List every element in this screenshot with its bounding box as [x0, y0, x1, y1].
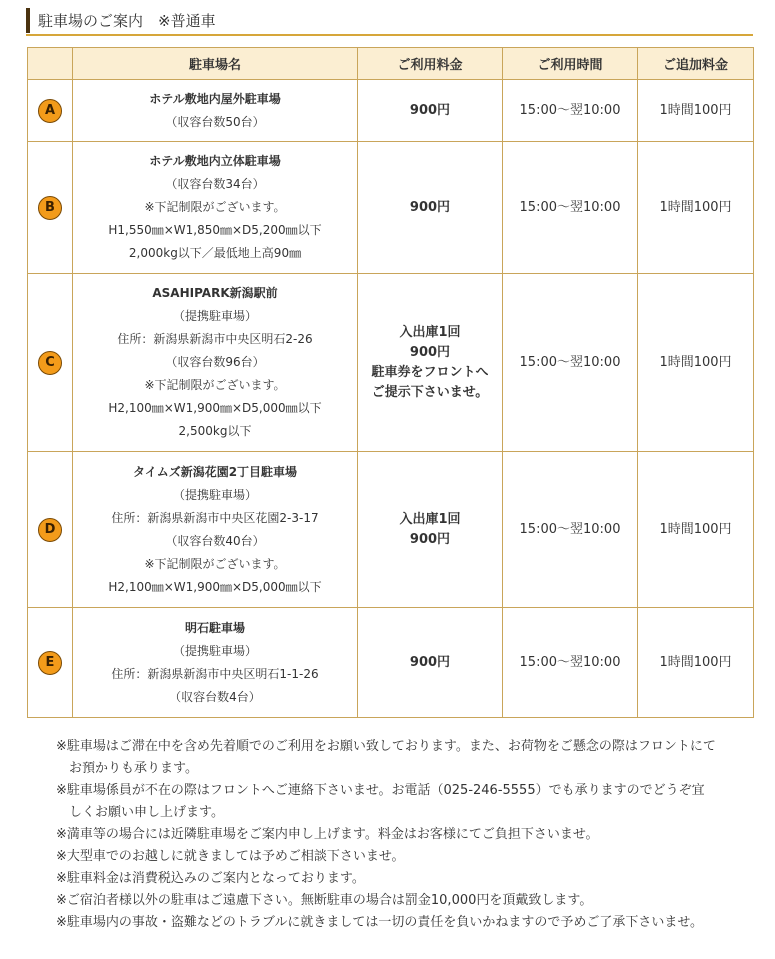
hours-cell: 15:00～翌10:00	[503, 80, 638, 142]
marker-cell	[28, 452, 73, 608]
marker-circle-icon: A	[38, 99, 62, 123]
parking-detail: 2,000kg以下／最低地上高90㎜	[128, 246, 302, 260]
parking-detail: ※下記制限がございます。	[144, 378, 286, 392]
header-marker	[28, 48, 73, 80]
parking-name-cell	[73, 142, 358, 274]
note-item: ※ご宿泊者様以外の駐車はご遠慮下さい。無断駐車の場合は罰金10,000円を頂戴致します。	[56, 893, 593, 908]
parking-detail: （収容台数4台）	[169, 689, 261, 704]
parking-name-cell	[73, 80, 358, 142]
parking-detail: （提携駐車場）	[172, 643, 257, 658]
parking-name-cell	[73, 608, 358, 718]
hours-cell: 15:00～翌10:00	[503, 452, 638, 608]
marker-circle-icon: D	[38, 518, 62, 542]
price-text: 900円	[409, 654, 451, 670]
section-title: 駐車場のご案内 ※普通車	[38, 12, 216, 30]
parking-detail: （提携駐車場）	[172, 487, 257, 502]
parking-detail: 住所：新潟県新潟市中央区花園2-3-17	[111, 510, 319, 525]
price-cell	[358, 274, 503, 452]
header-price: ご利用料金	[358, 48, 503, 80]
price-text: 駐車券をフロントへ	[371, 364, 489, 380]
note-item: ※駐車料金は消費税込みのご案内となっております。	[56, 871, 365, 886]
header-name: 駐車場名	[73, 48, 358, 80]
parking-name-cell	[73, 452, 358, 608]
price-cell	[358, 142, 503, 274]
hours-cell: 15:00～翌10:00	[503, 142, 638, 274]
parking-detail: 2,500kg以下	[178, 424, 252, 438]
marker-cell	[28, 274, 73, 452]
marker-cell	[28, 608, 73, 718]
parking-detail: （収容台数96台）	[165, 355, 265, 369]
parking-detail: ※下記制限がございます。	[144, 556, 286, 571]
parking-detail: （収容台数34台）	[165, 177, 265, 191]
marker-cell	[28, 80, 73, 142]
parking-name: ASAHIPARK新潟駅前	[152, 286, 278, 300]
price-cell	[358, 80, 503, 142]
price-cell	[358, 608, 503, 718]
section-header	[26, 8, 753, 38]
extra-fee-cell: 1時間100円	[638, 80, 754, 142]
note-item: ※大型車でのお越しに就きましては予めご相談下さいませ。	[56, 849, 405, 864]
table-row	[28, 274, 754, 452]
note-item: ※駐車場係員が不在の際はフロントへご連絡下さいませ。お電話（025-246-5555）でも承りますのでどうぞ宜しくお願い申し上げます。	[56, 783, 705, 820]
parking-detail: H2,100㎜×W1,900㎜×D5,000㎜以下	[108, 401, 322, 415]
marker-circle-icon: B	[38, 196, 62, 220]
parking-name: ホテル敷地内立体駐車場	[149, 154, 281, 168]
table-header-row	[28, 48, 754, 80]
extra-fee-cell: 1時間100円	[638, 142, 754, 274]
parking-table	[27, 47, 754, 718]
parking-detail: H2,100㎜×W1,900㎜×D5,000㎜以下	[108, 579, 322, 594]
parking-detail: 住所：新潟県新潟市中央区明石1-1-26	[111, 666, 319, 681]
marker-circle-icon: E	[38, 651, 62, 675]
parking-name: ホテル敷地内屋外駐車場	[149, 91, 281, 106]
price-text: 入出庫1回	[399, 324, 461, 340]
hours-cell: 15:00～翌10:00	[503, 608, 638, 718]
header-underline	[26, 34, 753, 36]
parking-detail: （収容台数40台）	[165, 533, 265, 548]
parking-detail: （提携駐車場）	[172, 309, 257, 323]
extra-fee-cell: 1時間100円	[638, 452, 754, 608]
header-hours: ご利用時間	[503, 48, 638, 80]
note-item: ※駐車場内の事故・盗難などのトラブルに就きましては一切の責任を負いかねますので予めご了承下さいませ。	[56, 915, 703, 930]
marker-cell	[28, 142, 73, 274]
price-text: 900円	[409, 102, 451, 118]
note-item: ※満車等の場合には近隣駐車場をご案内申し上げます。料金はお客様にてご負担下さいませ。	[56, 827, 599, 842]
price-text: ご提示下さいませ。	[371, 384, 489, 400]
header-accent-bar	[26, 8, 30, 33]
parking-detail: ※下記制限がございます。	[144, 200, 286, 214]
parking-name: 明石駐車場	[184, 620, 245, 635]
notes-list	[56, 736, 716, 934]
marker-circle-icon: C	[38, 351, 62, 375]
table-row	[28, 80, 754, 142]
price-text: 900円	[409, 199, 451, 215]
header-extra: ご追加料金	[638, 48, 754, 80]
price-text: 900円	[409, 344, 451, 360]
price-text: 900円	[409, 531, 451, 547]
parking-detail: H1,550㎜×W1,850㎜×D5,200㎜以下	[108, 223, 322, 237]
parking-name-cell	[73, 274, 358, 452]
parking-detail: 住所：新潟県新潟市中央区明石2-26	[117, 332, 313, 346]
parking-name: タイムズ新潟花園2丁目駐車場	[132, 464, 298, 479]
note-item: ※駐車場はご滞在中を含め先着順でのご利用をお願い致しております。また、お荷物をご懸念の際はフロントにてお預かりも承ります。	[56, 739, 716, 776]
parking-detail: （収容台数50台）	[165, 114, 265, 129]
table-row	[28, 452, 754, 608]
price-text: 入出庫1回	[399, 511, 461, 527]
price-cell	[358, 452, 503, 608]
extra-fee-cell: 1時間100円	[638, 274, 754, 452]
table-row	[28, 142, 754, 274]
extra-fee-cell: 1時間100円	[638, 608, 754, 718]
hours-cell: 15:00～翌10:00	[503, 274, 638, 452]
table-row	[28, 608, 754, 718]
